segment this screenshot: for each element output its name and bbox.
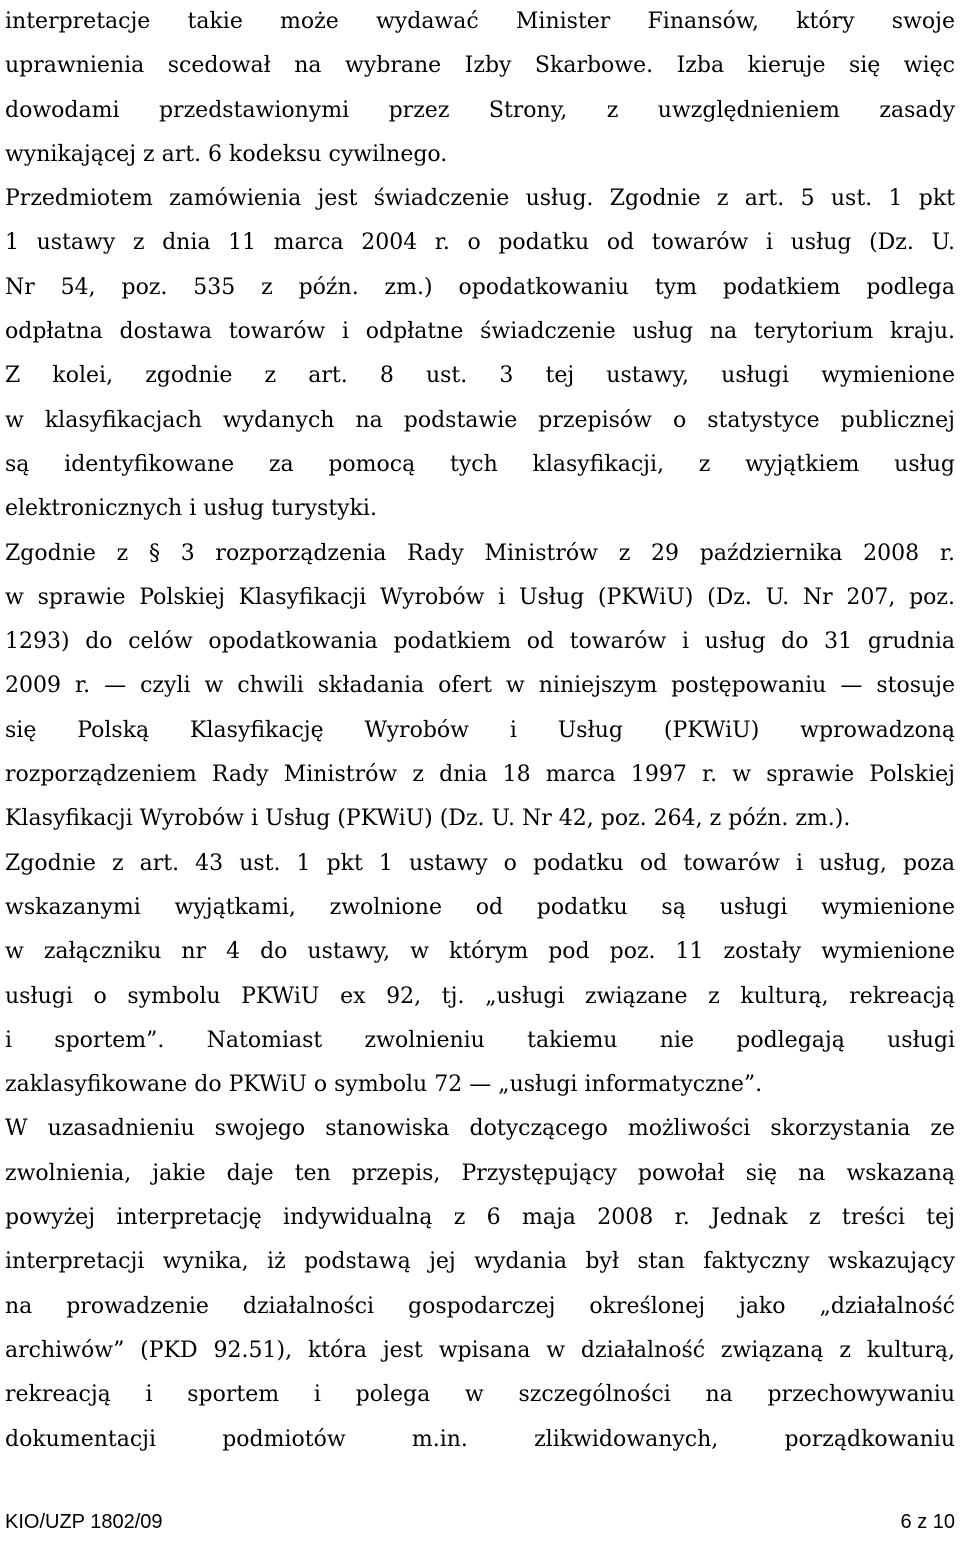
page-footer bbox=[5, 1511, 955, 1534]
text-line: zaklasyfikowane do PKWiU o symbolu 72 — „usługi informatyczne”. bbox=[5, 1072, 763, 1098]
document-page bbox=[5, 0, 955, 1462]
text-line: W uzasadnieniu swojego stanowiska dotyczącego możliwości skorzystania ze bbox=[5, 1116, 955, 1142]
text-line: 1293) do celów opodatkowania podatkiem od towarów i usług do 31 grudnia bbox=[5, 629, 955, 655]
text-line: 1 ustawy z dnia 11 marca 2004 r. o podatku od towarów i usług (Dz. U. bbox=[5, 230, 955, 256]
text-line: powyżej interpretację indywidualną z 6 maja 2008 r. Jednak z treści tej bbox=[5, 1205, 955, 1231]
paragraph bbox=[5, 842, 955, 1108]
text-line: dowodami przedstawionymi przez Strony, z uwzględnieniem zasady bbox=[5, 97, 955, 123]
text-line: są identyfikowane za pomocą tych klasyfikacji, z wyjątkiem usług bbox=[5, 451, 955, 477]
paragraph bbox=[5, 532, 955, 842]
text-line: odpłatna dostawa towarów i odpłatne świadczenie usług na terytorium kraju. bbox=[5, 319, 955, 345]
text-line: wynikającej z art. 6 kodeksu cywilnego. bbox=[5, 141, 448, 167]
text-line: w sprawie Polskiej Klasyfikacji Wyrobów i Usług (PKWiU) (Dz. U. Nr 207, poz. bbox=[5, 584, 955, 610]
text-line: Zgodnie z art. 43 ust. 1 pkt 1 ustawy o podatku od towarów i usług, poza bbox=[5, 850, 955, 876]
text-line: się Polską Klasyfikację Wyrobów i Usług (PKWiU) wprowadzoną bbox=[5, 717, 955, 743]
paragraph bbox=[5, 1107, 955, 1461]
page-number: 6 z 10 bbox=[900, 1511, 955, 1533]
text-line: w załączniku nr 4 do ustawy, w którym pod poz. 11 zostały wymienione bbox=[5, 939, 955, 965]
text-line: dokumentacji podmiotów m.in. zlikwidowanych, porządkowaniu bbox=[5, 1426, 955, 1452]
text-line: zwolnienia, jakie daje ten przepis, Przystępujący powołał się na wskazaną bbox=[5, 1160, 955, 1186]
text-line: i sportem”. Natomiast zwolnieniu takiemu nie podlegają usługi bbox=[5, 1027, 955, 1053]
text-line: Przedmiotem zamówienia jest świadczenie usług. Zgodnie z art. 5 ust. 1 pkt bbox=[5, 186, 955, 212]
text-line: Nr 54, poz. 535 z późn. zm.) opodatkowaniu tym podatkiem podlega bbox=[5, 274, 955, 300]
paragraph bbox=[5, 0, 955, 177]
text-line: na prowadzenie działalności gospodarczej określonej jako „działalność bbox=[5, 1293, 955, 1319]
text-line: interpretacji wynika, iż podstawą jej wydania był stan faktyczny wskazujący bbox=[5, 1249, 955, 1275]
text-line: Zgodnie z § 3 rozporządzenia Rady Ministrów z 29 października 2008 r. bbox=[5, 540, 955, 566]
text-line: archiwów” (PKD 92.51), która jest wpisana w działalność związaną z kulturą, bbox=[5, 1337, 955, 1363]
text-line: wskazanymi wyjątkami, zwolnione od podatku są usługi wymienione bbox=[5, 894, 955, 920]
text-line: interpretacje takie może wydawać Minister Finansów, który swoje bbox=[5, 9, 955, 34]
text-line: 2009 r. — czyli w chwili składania ofert w niniejszym postępowaniu — stosuje bbox=[5, 673, 955, 699]
text-line: uprawnienia scedował na wybrane Izby Skarbowe. Izba kieruje się więc bbox=[5, 53, 955, 79]
text-line: rozporządzeniem Rady Ministrów z dnia 18 marca 1997 r. w sprawie Polskiej bbox=[5, 762, 955, 788]
text-line: rekreacją i sportem i polega w szczególności na przechowywaniu bbox=[5, 1382, 955, 1408]
text-line: w klasyfikacjach wydanych na podstawie przepisów o statystyce publicznej bbox=[5, 407, 955, 433]
text-line: Klasyfikacji Wyrobów i Usług (PKWiU) (Dz. U. Nr 42, poz. 264, z późn. zm.). bbox=[5, 806, 851, 832]
text-line: Z kolei, zgodnie z art. 8 ust. 3 tej ustawy, usługi wymienione bbox=[5, 363, 955, 389]
paragraph bbox=[5, 177, 955, 531]
case-reference: KIO/UZP 1802/09 bbox=[5, 1511, 163, 1533]
text-line: elektronicznych i usług turystyki. bbox=[5, 496, 377, 522]
text-line: usługi o symbolu PKWiU ex 92, tj. „usługi związane z kulturą, rekreacją bbox=[5, 983, 955, 1009]
